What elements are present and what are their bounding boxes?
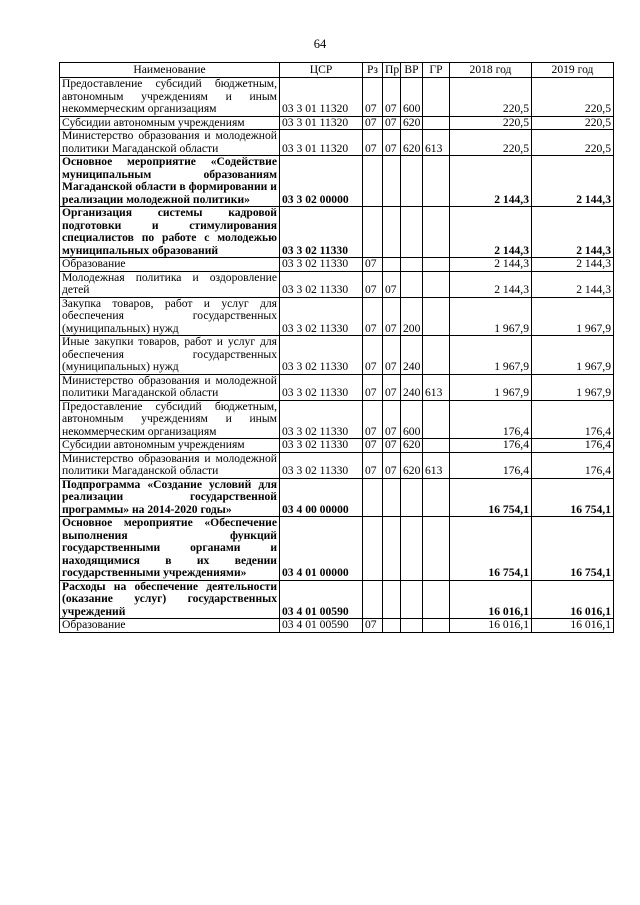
cell-vr	[401, 517, 423, 581]
cell-csr: 03 4 01 00590	[280, 580, 363, 619]
cell-csr: 03 3 01 11320	[280, 130, 363, 156]
cell-2018: 1 967,9	[450, 297, 532, 336]
cell-rz: 07	[363, 374, 383, 400]
cell-2018: 16 754,1	[450, 478, 532, 517]
table-row	[60, 580, 614, 619]
cell-2018: 1 967,9	[450, 374, 532, 400]
cell-2018: 2 144,3	[450, 207, 532, 258]
table-row	[60, 116, 614, 130]
cell-csr: 03 4 01 00590	[280, 619, 363, 633]
cell-gr	[423, 580, 450, 619]
cell-csr: 03 3 02 11330	[280, 452, 363, 478]
table-row	[60, 374, 614, 400]
cell-name: Субсидии автономным учреждениям	[60, 439, 280, 453]
cell-gr	[423, 258, 450, 272]
cell-gr	[423, 619, 450, 633]
table-header-row	[60, 63, 614, 78]
cell-pr: 07	[383, 78, 401, 117]
table-row	[60, 271, 614, 297]
cell-pr	[383, 478, 401, 517]
cell-gr: 613	[423, 452, 450, 478]
cell-pr: 07	[383, 116, 401, 130]
cell-csr: 03 3 02 11330	[280, 439, 363, 453]
cell-vr: 620	[401, 439, 423, 453]
cell-2018: 2 144,3	[450, 156, 532, 207]
cell-pr	[383, 258, 401, 272]
cell-pr: 07	[383, 271, 401, 297]
cell-2019: 2 144,3	[532, 207, 614, 258]
cell-vr: 620	[401, 116, 423, 130]
cell-2019: 1 967,9	[532, 374, 614, 400]
cell-pr	[383, 207, 401, 258]
cell-pr: 07	[383, 400, 401, 439]
cell-name: Министерство образования и молодежной политики Магаданской области	[60, 130, 280, 156]
cell-name: Основное мероприятие «Обеспечение выполнения функций государственными органами и находящимися в их ведении государственными учреждениями»	[60, 517, 280, 581]
cell-rz	[363, 207, 383, 258]
cell-name: Предоставление субсидий бюджетным, автономным учреждениям и иным некоммерческим организациям	[60, 78, 280, 117]
cell-rz: 07	[363, 400, 383, 439]
cell-name: Министерство образования и молодежной политики Магаданской области	[60, 374, 280, 400]
cell-gr: 613	[423, 130, 450, 156]
table-row	[60, 130, 614, 156]
cell-2018: 220,5	[450, 130, 532, 156]
cell-vr	[401, 258, 423, 272]
cell-2019: 16 754,1	[532, 478, 614, 517]
cell-vr	[401, 271, 423, 297]
page-number: 64	[313, 37, 327, 51]
cell-pr	[383, 156, 401, 207]
cell-pr: 07	[383, 374, 401, 400]
cell-2018: 176,4	[450, 452, 532, 478]
header-vr: ВР	[401, 63, 423, 78]
cell-rz: 07	[363, 271, 383, 297]
cell-2019: 176,4	[532, 439, 614, 453]
cell-2019: 1 967,9	[532, 297, 614, 336]
cell-rz: 07	[363, 78, 383, 117]
cell-gr	[423, 400, 450, 439]
cell-name: Субсидии автономным учреждениям	[60, 116, 280, 130]
cell-2019: 2 144,3	[532, 258, 614, 272]
cell-csr: 03 3 02 11330	[280, 207, 363, 258]
table-row	[60, 258, 614, 272]
cell-name: Молодежная политика и оздоровление детей	[60, 271, 280, 297]
cell-rz: 07	[363, 439, 383, 453]
cell-2018: 1 967,9	[450, 336, 532, 375]
cell-vr: 600	[401, 78, 423, 117]
cell-csr: 03 3 02 00000	[280, 156, 363, 207]
cell-rz: 07	[363, 297, 383, 336]
table-body	[60, 78, 614, 633]
cell-csr: 03 3 02 11330	[280, 258, 363, 272]
cell-2018: 16 016,1	[450, 580, 532, 619]
cell-2018: 176,4	[450, 439, 532, 453]
header-rz: Рз	[363, 63, 383, 78]
cell-rz: 07	[363, 619, 383, 633]
cell-csr: 03 3 02 11330	[280, 336, 363, 375]
budget-table	[59, 62, 614, 633]
cell-gr	[423, 478, 450, 517]
table-row	[60, 517, 614, 581]
table-row	[60, 400, 614, 439]
cell-gr	[423, 78, 450, 117]
cell-name: Иные закупки товаров, работ и услуг для обеспечения государственных (муниципальных) нужд	[60, 336, 280, 375]
cell-csr: 03 3 02 11330	[280, 297, 363, 336]
cell-vr: 240	[401, 336, 423, 375]
cell-name: Организация системы кадровой подготовки и стимулирования специалистов по работе с молодежью муниципальных образований	[60, 207, 280, 258]
cell-gr	[423, 336, 450, 375]
cell-name: Образование	[60, 619, 280, 633]
cell-2018: 2 144,3	[450, 258, 532, 272]
cell-vr: 620	[401, 452, 423, 478]
cell-pr: 07	[383, 297, 401, 336]
cell-pr: 07	[383, 452, 401, 478]
header-2019: 2019 год	[532, 63, 614, 78]
cell-2019: 2 144,3	[532, 156, 614, 207]
cell-pr: 07	[383, 439, 401, 453]
cell-2019: 2 144,3	[532, 271, 614, 297]
cell-name: Расходы на обеспечение деятельности (оказание услуг) государственных учреждений	[60, 580, 280, 619]
table-row	[60, 452, 614, 478]
cell-csr: 03 3 01 11320	[280, 78, 363, 117]
cell-vr: 600	[401, 400, 423, 439]
cell-csr: 03 3 02 11330	[280, 400, 363, 439]
cell-pr: 07	[383, 336, 401, 375]
table-row	[60, 439, 614, 453]
cell-2019: 220,5	[532, 78, 614, 117]
table-row	[60, 478, 614, 517]
cell-rz	[363, 156, 383, 207]
cell-rz	[363, 517, 383, 581]
header-gr: ГР	[423, 63, 450, 78]
cell-name: Основное мероприятие «Содействие муниципальным образованиям Магаданской области в формировании и реализации молодежной политики»	[60, 156, 280, 207]
cell-rz: 07	[363, 116, 383, 130]
cell-2018: 16 754,1	[450, 517, 532, 581]
header-csr: ЦСР	[280, 63, 363, 78]
cell-vr: 620	[401, 130, 423, 156]
cell-rz: 07	[363, 336, 383, 375]
table-row	[60, 297, 614, 336]
cell-gr: 613	[423, 374, 450, 400]
cell-rz: 07	[363, 258, 383, 272]
cell-csr: 03 4 01 00000	[280, 517, 363, 581]
cell-rz	[363, 580, 383, 619]
cell-name: Подпрограмма «Создание условий для реализации государственной программы» на 2014-2020 годы»	[60, 478, 280, 517]
cell-2019: 220,5	[532, 130, 614, 156]
cell-2019: 176,4	[532, 452, 614, 478]
table-row	[60, 78, 614, 117]
cell-2018: 16 016,1	[450, 619, 532, 633]
cell-gr	[423, 297, 450, 336]
cell-gr	[423, 271, 450, 297]
cell-gr	[423, 116, 450, 130]
header-pr: Пр	[383, 63, 401, 78]
table-row	[60, 336, 614, 375]
header-name: Наименование	[60, 63, 280, 78]
cell-pr	[383, 517, 401, 581]
cell-rz: 07	[363, 130, 383, 156]
cell-vr	[401, 619, 423, 633]
cell-rz: 07	[363, 452, 383, 478]
cell-2019: 220,5	[532, 116, 614, 130]
table-row	[60, 156, 614, 207]
cell-gr	[423, 439, 450, 453]
cell-name: Образование	[60, 258, 280, 272]
cell-gr	[423, 156, 450, 207]
cell-csr: 03 3 02 11330	[280, 374, 363, 400]
cell-vr	[401, 478, 423, 517]
table-row	[60, 207, 614, 258]
cell-csr: 03 4 00 00000	[280, 478, 363, 517]
cell-csr: 03 3 01 11320	[280, 116, 363, 130]
cell-2019: 16 754,1	[532, 517, 614, 581]
cell-2019: 16 016,1	[532, 580, 614, 619]
cell-2019: 176,4	[532, 400, 614, 439]
cell-rz	[363, 478, 383, 517]
cell-2018: 176,4	[450, 400, 532, 439]
cell-pr: 07	[383, 130, 401, 156]
cell-gr	[423, 207, 450, 258]
cell-vr	[401, 207, 423, 258]
header-2018: 2018 год	[450, 63, 532, 78]
cell-vr: 200	[401, 297, 423, 336]
cell-2019: 1 967,9	[532, 336, 614, 375]
cell-pr	[383, 619, 401, 633]
cell-name: Министерство образования и молодежной политики Магаданской области	[60, 452, 280, 478]
cell-2019: 16 016,1	[532, 619, 614, 633]
table-row	[60, 619, 614, 633]
cell-2018: 220,5	[450, 116, 532, 130]
cell-vr	[401, 156, 423, 207]
cell-csr: 03 3 02 11330	[280, 271, 363, 297]
cell-vr	[401, 580, 423, 619]
cell-name: Предоставление субсидий бюджетным, автономным учреждениям и иным некоммерческим организациям	[60, 400, 280, 439]
cell-pr	[383, 580, 401, 619]
cell-2018: 220,5	[450, 78, 532, 117]
cell-name: Закупка товаров, работ и услуг для обеспечения государственных (муниципальных) нужд	[60, 297, 280, 336]
cell-gr	[423, 517, 450, 581]
cell-2018: 2 144,3	[450, 271, 532, 297]
cell-vr: 240	[401, 374, 423, 400]
